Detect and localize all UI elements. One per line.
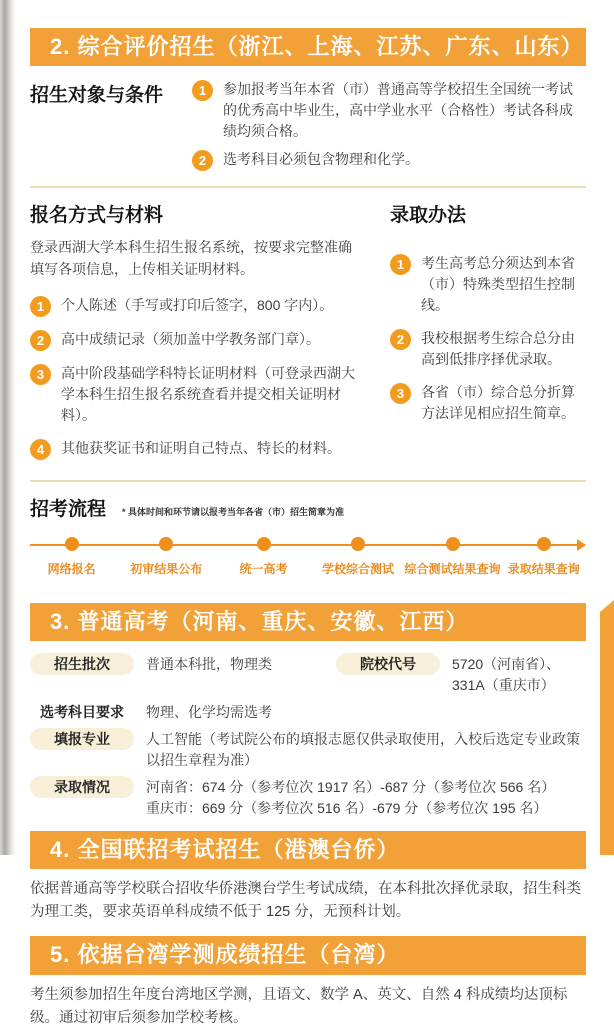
timeline-step-label: 初审结果公布 [130,561,203,576]
page-content [30,0,586,1030]
admission-column [390,200,586,471]
timeline-dot-icon [446,537,460,551]
rule-text: 考生高考总分须达到本省（市）特殊类型招生控制线。 [421,255,575,314]
timeline-dot-icon [257,537,271,551]
number-badge: 2 [390,329,411,350]
list-item [390,328,586,370]
section2-eligibility [30,79,586,178]
material-text: 其他获奖证书和证明自己特点、特长的材料。 [61,439,341,456]
eligibility-heading: 招生对象与条件 [30,85,164,107]
timeline-step-label: 统一高考 [239,561,288,576]
timeline-stage [240,537,288,577]
subjects-label: 选考科目要求 [40,703,124,720]
section3-banner: 3. 普通高考（河南、重庆、安徽、江西） [30,603,586,641]
list-item [390,382,586,424]
list-item [192,149,586,171]
rule-text: 各省（市）综合总分折算方法详见相应招生简章。 [421,384,575,422]
timeline-stage [130,537,202,577]
rule-text: 我校根据考生综合总分由高到低排序择优录取。 [421,330,575,368]
material-text: 高中阶段基础学科特长证明材料（可登录西湖大学本科生招生报名系统查看并提交相关证明材料）。 [61,364,355,423]
section3-info [30,653,586,819]
timeline-dot-icon [537,537,551,551]
major-value: 人工智能（考试院公布的填报志愿仅供录取使用，入校后选定专业政策以招生章程为准） [146,730,580,768]
condition-text: 选考科目必须包含物理和化学。 [223,151,419,168]
batch-value: 普通本科批，物理类 [146,655,272,672]
info-row-major [30,728,586,771]
divider [30,186,586,188]
timeline-step-label: 综合测试结果查询 [404,561,501,576]
number-badge: 1 [30,296,51,317]
timeline-dot-icon [65,537,79,551]
timeline-step-label: 学校综合测试 [322,561,395,576]
condition-text: 参加报考当年本省（市）普通高等学校招生全国统一考试的优秀高中毕业生，高中学业水平（合格性）考试各科成绩均须合格。 [223,81,573,140]
number-badge: 4 [30,439,51,460]
application-heading: 报名方式与材料 [30,205,164,227]
material-text: 个人陈述（手写或打印后签字，800 字内）。 [61,296,334,313]
code-label-pill: 院校代号 [336,653,440,675]
process-timeline [30,537,586,589]
eligibility-list [192,79,586,178]
timeline-dot-icon [351,537,365,551]
batch-label-pill: 招生批次 [30,653,134,675]
timeline-stage [405,537,501,577]
timeline-stage [508,537,580,577]
application-column [30,200,364,471]
code-value: 5720（河南省）、331A（重庆市） [452,655,561,693]
section2-banner: 2. 综合评价招生（浙江、上海、江苏、广东、山东） [30,28,586,66]
info-row-admission-stats [30,776,586,819]
number-badge: 2 [192,150,213,171]
timeline-step-label: 录取结果查询 [507,561,580,576]
divider [30,480,586,482]
admission-stats-label-pill: 录取情况 [30,776,134,798]
page-edge-shadow [0,0,16,855]
page-corner-band [600,600,614,855]
info-row-batch-code [30,653,586,696]
list-item [30,295,364,317]
admission-heading: 录取办法 [390,205,467,227]
list-item [390,253,586,316]
application-admission-columns [30,200,586,471]
list-item [192,79,586,142]
timeline-step-label: 网络报名 [47,561,96,576]
application-intro: 登录西湖大学本科生招生报名系统，按要求完整准确填写各项信息，上传相关证明材料。 [30,239,352,277]
timeline-stage [322,537,394,577]
list-item [30,329,364,351]
admission-stats-line-chongqing: 重庆市：669 分（参考位次 516 名）-679 分（参考位次 195 名） [146,799,548,816]
number-badge: 3 [30,364,51,385]
number-badge: 1 [390,254,411,275]
section4-body: 依据普通高等学校联合招收华侨港澳台学生考试成绩，在本科批次择优录取，招生科类为理工类，要求英语单科成绩不低于 125 分，无预科计划。 [30,880,581,921]
admission-stats-line-henan: 河南省：674 分（参考位次 1917 名）-687 分（参考位次 566 名） [146,778,556,795]
section4-banner: 4. 全国联招考试招生（港澳台侨） [30,831,586,869]
subjects-value: 物理、化学均需选考 [146,703,272,720]
material-text: 高中成绩记录（须加盖中学教务部门章）。 [61,330,320,347]
timeline-stage [48,537,96,577]
timeline-dot-icon [159,537,173,551]
number-badge: 3 [390,383,411,404]
materials-list [30,295,364,460]
process-heading: 招考流程 [30,498,107,520]
number-badge: 2 [30,330,51,351]
section5-banner: 5. 依据台湾学测成绩招生（台湾） [30,936,586,974]
admission-rules-list [390,253,586,424]
info-row-subjects [30,701,586,723]
list-item [30,438,364,460]
number-badge: 1 [192,80,213,101]
process-header [30,494,586,521]
section5-body: 考生须参加招生年度台湾地区学测，且语文、数学 A、英文、自然 4 科成绩均达顶标级。通过初审后须参加学校考核。 [30,986,568,1026]
list-item [30,363,364,426]
process-note: * 具体时间和环节请以报考当年各省（市）招生简章为准 [122,506,345,517]
admission-stats-value [146,776,555,819]
major-label-pill: 填报专业 [30,728,134,750]
